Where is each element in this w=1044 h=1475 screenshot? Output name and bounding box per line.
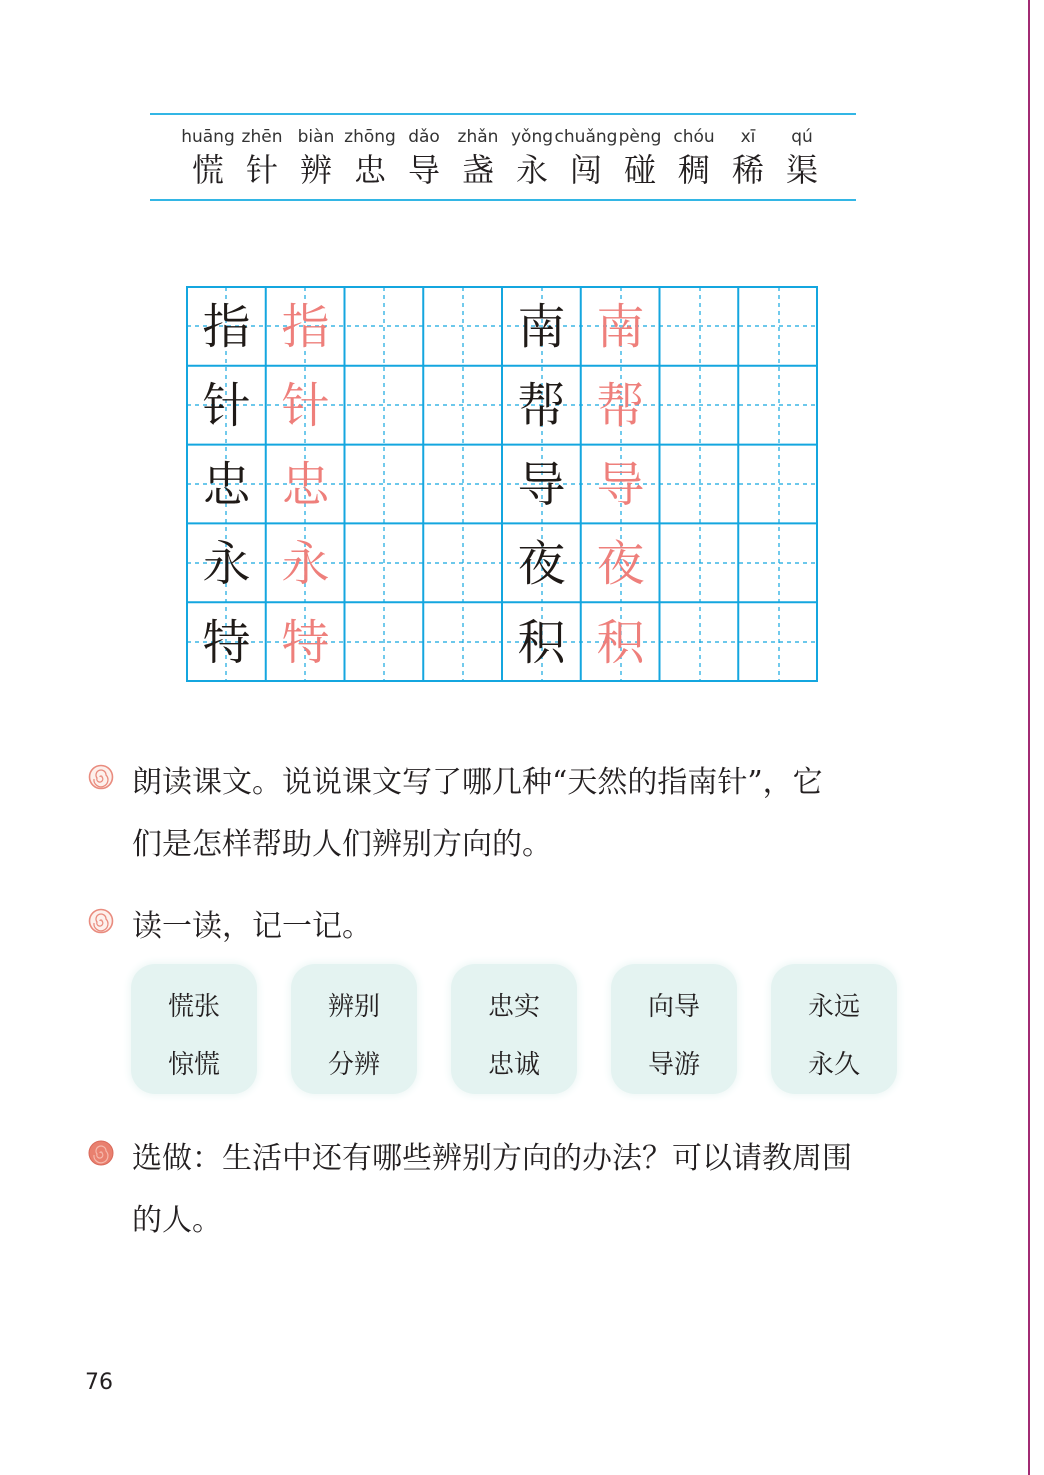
word-card-word: 忠诚 [487, 1050, 540, 1080]
vocab-pinyin: xī [740, 127, 756, 147]
vocab-pinyin: huāng [181, 127, 235, 147]
model-char: 南 [517, 299, 566, 355]
vocab-pinyin: zhōng [344, 127, 396, 147]
trace-char: 忠 [281, 457, 330, 513]
vocab-char: 渠 [785, 151, 818, 189]
filled-bullet-icon [88, 1140, 114, 1166]
vocab-char: 碰 [623, 151, 656, 189]
spiral-bullet-icon [88, 764, 114, 790]
vocab-pinyin: zhēn [241, 127, 283, 147]
model-char: 导 [517, 457, 566, 513]
vocab-char: 针 [245, 151, 278, 189]
vocab-pinyin: zhǎn [457, 127, 499, 147]
page-edge-stripe [1028, 0, 1044, 1475]
word-card-word: 向导 [647, 992, 700, 1022]
task-line: 的人。 [132, 1203, 222, 1238]
model-char: 针 [202, 378, 251, 434]
vocab-char: 忠 [353, 151, 386, 189]
vocab-char: 稠 [677, 151, 710, 189]
vocab-char: 闯 [569, 151, 602, 189]
task-line: 选做：生活中还有哪些辨别方向的办法？可以请教周围 [132, 1141, 852, 1176]
writing-grid [186, 286, 816, 680]
vocab-char: 盏 [461, 151, 494, 189]
trace-char: 指 [281, 299, 330, 355]
vocab-item [772, 113, 832, 201]
task-text [132, 896, 932, 958]
vocab-pinyin: chuǎng [554, 127, 618, 147]
word-card-word: 惊慌 [167, 1050, 220, 1080]
model-char: 积 [517, 615, 566, 671]
task-line: 朗读课文。说说课文写了哪几种“天然的指南针”，它 [132, 765, 823, 800]
task-text [132, 752, 932, 876]
word-card [291, 964, 417, 1094]
vocab-char: 慌 [191, 151, 224, 189]
task-text [132, 1128, 932, 1252]
word-card [131, 964, 257, 1094]
word-card-word: 导游 [647, 1050, 700, 1080]
trace-char: 积 [596, 615, 645, 671]
model-char: 忠 [202, 457, 251, 513]
word-card-word: 永远 [807, 992, 860, 1022]
model-char: 帮 [517, 378, 566, 434]
vocabulary-band [150, 113, 856, 201]
word-card-word: 永久 [807, 1050, 860, 1080]
model-char: 夜 [517, 536, 566, 592]
trace-char: 特 [281, 615, 330, 671]
trace-char: 导 [596, 457, 645, 513]
vocab-char: 导 [407, 151, 440, 189]
vocab-char: 稀 [731, 151, 764, 189]
model-char: 永 [202, 536, 251, 592]
model-char: 特 [202, 615, 251, 671]
trace-char: 永 [281, 536, 330, 592]
vocab-pinyin: chóu [673, 127, 715, 147]
trace-char: 夜 [596, 536, 645, 592]
vocab-char: 辨 [299, 151, 332, 189]
word-card [611, 964, 737, 1094]
spiral-bullet-icon [88, 908, 114, 934]
task-line: 读一读，记一记。 [132, 909, 372, 944]
trace-char: 南 [596, 299, 645, 355]
vocab-pinyin: pèng [618, 127, 662, 147]
trace-char: 帮 [596, 378, 645, 434]
vocab-pinyin: yǒng [510, 127, 554, 147]
page-number: 76 [85, 1370, 113, 1395]
task-line: 们是怎样帮助人们辨别方向的。 [132, 827, 552, 862]
vocab-char: 永 [515, 151, 548, 189]
word-card-word: 忠实 [487, 992, 540, 1022]
word-card-word: 慌张 [167, 992, 220, 1022]
model-char: 指 [202, 299, 251, 355]
vocab-pinyin: qú [791, 127, 813, 147]
word-card [771, 964, 897, 1094]
word-card-word: 分辨 [327, 1050, 380, 1080]
vocab-pinyin: biàn [297, 127, 335, 147]
word-card-word: 辨别 [327, 992, 380, 1022]
vocab-pinyin: dǎo [408, 127, 440, 147]
word-card [451, 964, 577, 1094]
trace-char: 针 [281, 378, 330, 434]
